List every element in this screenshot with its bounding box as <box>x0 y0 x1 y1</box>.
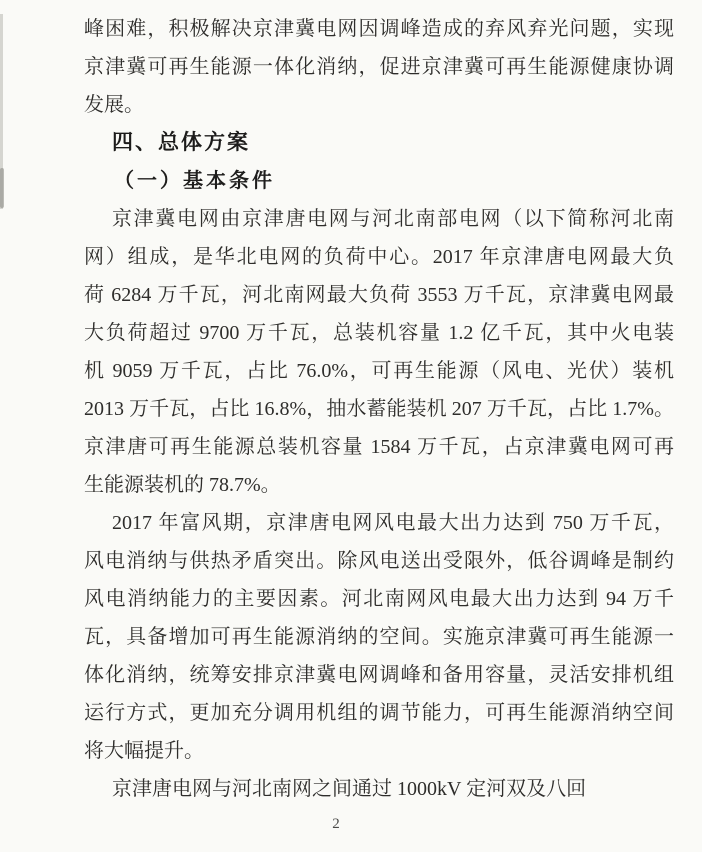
paragraph-line: 将大幅提升。 <box>84 740 204 762</box>
paragraph-line: 荷 6284 万千瓦，河北南网最大负荷 3553 万千瓦，京津冀电网最 <box>84 284 674 306</box>
paragraph-line: 峰困难，积极解决京津冀电网因调峰造成的弃风弃光问题，实现 <box>84 18 674 40</box>
paragraph-line: 机 9059 万千瓦，占比 76.0%，可再生能源（风电、光伏）装机 <box>84 360 674 382</box>
paragraph-line: 生能源装机的 78.7%。 <box>84 474 281 496</box>
paragraph-line: 2013 万千瓦，占比 16.8%，抽水蓄能装机 207 万千瓦，占比 1.7%。 <box>84 398 674 420</box>
subsection-heading: （一）基本条件 <box>114 170 275 192</box>
paragraph-line: 京津冀可再生能源一体化消纳，促进京津冀可再生能源健康协调 <box>84 56 674 78</box>
paragraph-line: 瓦，具备增加可再生能源消纳的空间。实施京津冀可再生能源一 <box>84 626 674 648</box>
scan-artifact-smudge <box>0 168 4 208</box>
paragraph-line: 风电消纳能力的主要因素。河北南网风电最大出力达到 94 万千 <box>84 588 674 610</box>
paragraph-line: 网）组成，是华北电网的负荷中心。2017 年京津唐电网最大负 <box>84 246 674 268</box>
paragraph-line: 大负荷超过 9700 万千瓦，总装机容量 1.2 亿千瓦，其中火电装 <box>84 322 674 344</box>
page-number: 2 <box>332 816 340 832</box>
paragraph-line: 风电消纳与供热矛盾突出。除风电送出受限外，低谷调峰是制约 <box>84 550 674 572</box>
paragraph-line: 2017 年富风期，京津唐电网风电最大出力达到 750 万千瓦， <box>112 512 674 534</box>
paragraph-line: 京津唐电网与河北南网之间通过 1000kV 定河双及八回 <box>112 778 587 800</box>
paragraph-line: 体化消纳，统筹安排京津冀电网调峰和备用容量，灵活安排机组 <box>84 664 674 686</box>
paragraph-line: 京津唐可再生能源总装机容量 1584 万千瓦，占京津冀电网可再 <box>84 436 674 458</box>
paragraph-line: 京津冀电网由京津唐电网与河北南部电网（以下简称河北南 <box>112 208 674 230</box>
document-body <box>84 10 674 808</box>
paragraph-line: 发展。 <box>84 94 144 116</box>
section-heading: 四、总体方案 <box>112 131 250 154</box>
paragraph-line: 运行方式，更加充分调用机组的调节能力，可再生能源消纳空间 <box>84 702 674 724</box>
